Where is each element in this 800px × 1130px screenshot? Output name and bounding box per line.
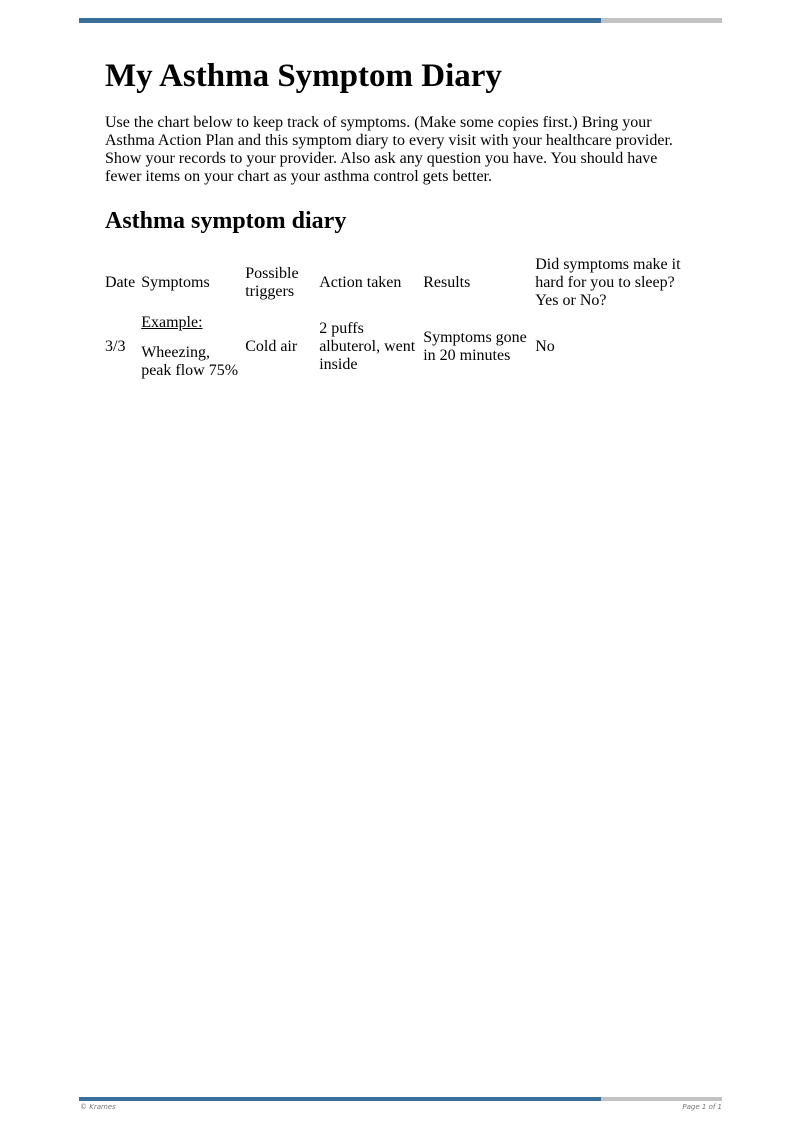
cell-date: 3/3 — [105, 338, 126, 355]
header-date: Date — [105, 274, 136, 291]
section-heading: Asthma symptom diary — [105, 208, 347, 234]
header-rule-secondary — [601, 18, 722, 23]
cell-sleep: No — [535, 338, 555, 355]
header-action: Action taken — [319, 274, 402, 291]
footer-copyright: © Krames — [80, 1103, 116, 1111]
intro-paragraph: Use the chart below to keep track of symptoms. (Make some copies first.) Bring your Asthma Action Plan and this symptom diary to every visit with your healthcare provider. Show your records to your provider. Also ask any question you have. You should have fewer items on your chart as your asthma control gets better. — [105, 114, 673, 185]
cell-results: Symptoms gone in 20 minutes — [423, 329, 527, 364]
footer-rule — [79, 1097, 722, 1101]
footer-page-number: Page 1 of 1 — [682, 1103, 722, 1111]
page-title: My Asthma Symptom Diary — [105, 58, 502, 94]
table-header-row — [102, 254, 690, 312]
cell-triggers: Cold air — [245, 338, 298, 355]
header-triggers: Possible triggers — [245, 265, 299, 300]
example-label: Example: — [141, 314, 203, 331]
symptom-diary-table — [102, 254, 690, 382]
footer-rule-accent — [79, 1097, 601, 1101]
header-rule — [79, 18, 722, 23]
document-body — [105, 56, 705, 382]
header-results: Results — [423, 274, 471, 291]
footer-rule-secondary — [601, 1097, 722, 1101]
header-sleep: Did symptoms make it hard for you to sleep? Yes or No? — [535, 256, 681, 309]
cell-action: 2 puffs albuterol, went inside — [319, 320, 416, 373]
cell-symptoms — [138, 312, 242, 382]
header-rule-accent — [79, 18, 601, 23]
cell-symptoms-text: Wheezing, peak flow 75% — [141, 344, 239, 379]
table-row — [102, 312, 690, 382]
header-symptoms: Symptoms — [141, 274, 210, 291]
